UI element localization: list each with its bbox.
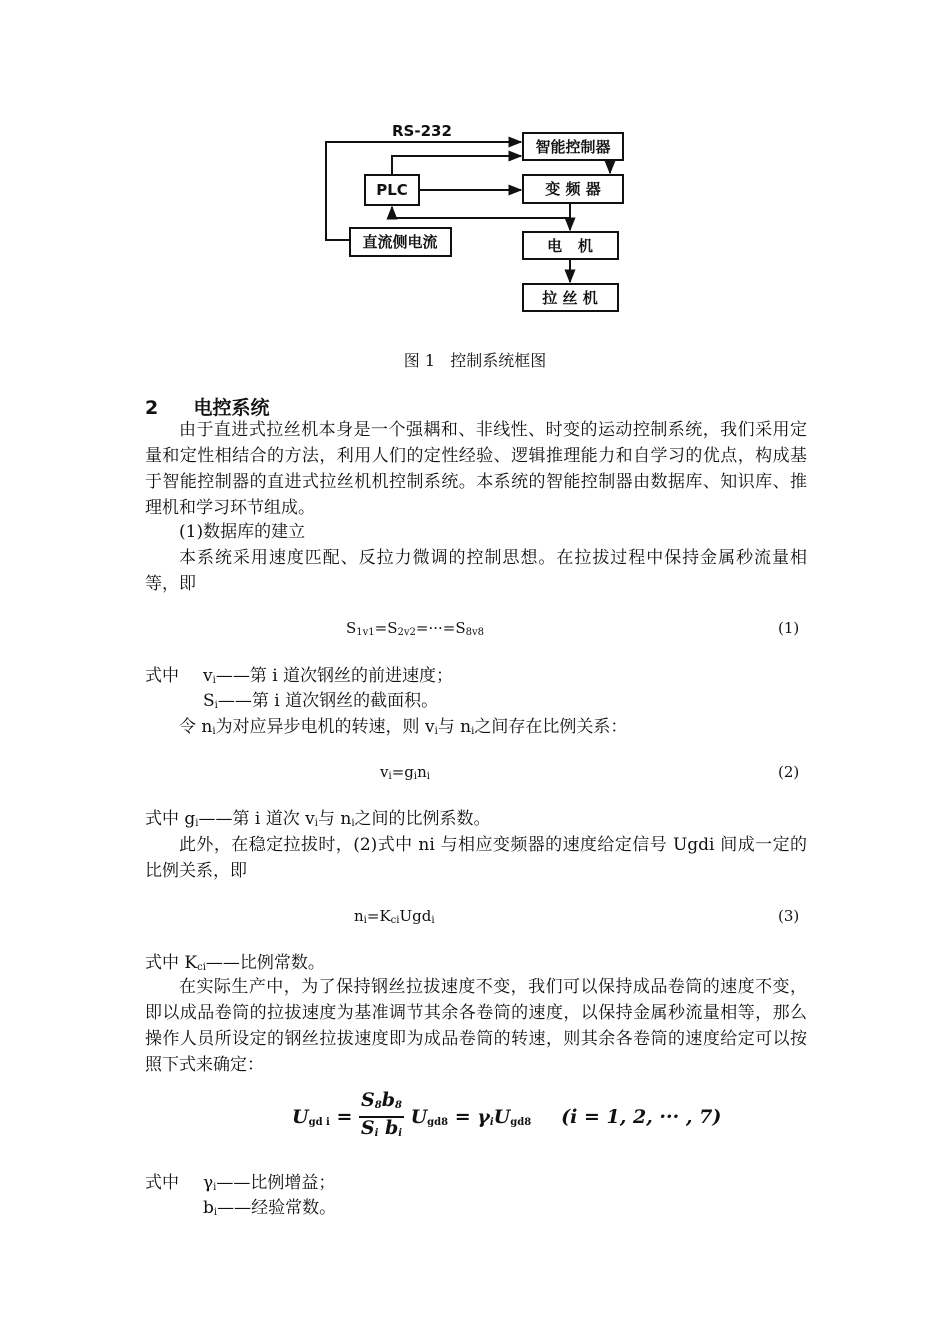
v-description: ——第 i 道次钢丝的前进速度； xyxy=(215,666,454,686)
equation-3: $n_i=K_{ci}Ugd_i$ xyxy=(354,907,435,926)
equation-1-number: (1) xyxy=(778,619,800,637)
section-heading xyxy=(145,393,270,420)
motor-label: 电 机 xyxy=(547,237,593,255)
where-gamma-definition: $\gamma_i——$比例增益； xyxy=(203,1173,336,1193)
equation-3-number: (3) xyxy=(778,907,800,925)
drawing-machine-label: 拉 丝 机 xyxy=(542,289,598,307)
equation-2: $v_i=g_in_i$ xyxy=(380,763,430,782)
where-g-definition: 式中 $g_i——$第 i 道次 $v_i$与 $n_i$之间的比例系数。 xyxy=(145,809,491,829)
where-prefix-1: 式中 xyxy=(145,666,179,686)
dc-current-label: 直流侧电流 xyxy=(362,233,438,251)
where-v-definition: $v_i——$第 i 道次钢丝的前进速度； xyxy=(203,666,454,686)
section-number: 2 xyxy=(145,397,159,419)
plc-to-controller-arrow xyxy=(392,156,521,175)
where-k-definition: 式中 $K_{ci}——$比例常数。 xyxy=(145,953,325,973)
s-description: ——第 i 道次钢丝的截面积。 xyxy=(217,691,439,711)
where-s-definition: $S_i——$第 i 道次钢丝的截面积。 xyxy=(203,691,439,711)
rs232-label: RS-232 xyxy=(392,122,452,140)
smart-controller-label: 智能控制器 xyxy=(535,138,611,156)
equation-1: $S_{1v1}=S_{2v2}=\cdot\cdot\cdot=S_{8v8}$ xyxy=(346,619,484,638)
inverter-label: 变 频 器 xyxy=(545,180,601,198)
paragraph-production: 在实际生产中，为了保持钢丝拉拔速度不变，我们可以保持成品卷筒的速度不变，即以成品卷筒的拉拔速度为基准调节其余各卷筒的速度，以保持金属秒流量相等，那么操作人员所设定的钢丝拉拔速度即为成品卷筒的转速，则其余各卷筒的速度给定可以按照下式来确定： xyxy=(145,977,807,1075)
where-prefix-4: 式中 xyxy=(145,1173,179,1193)
paragraph-intro: 由于直进式拉丝机本身是一个强耦和、非线性、时变的运动控制系统，我们采用定量和定性相结合的方法，利用人们的定性经验、逻辑推理能力和自学习的优点，构成基于智能控制器的直进式拉丝机机控制系统。本系统的智能控制器由数据库、知识库、推理机和学习环节组成。 xyxy=(145,420,807,518)
gamma-description: ——比例增益； xyxy=(216,1173,336,1193)
inverter-to-plc-feedback-arrow xyxy=(392,207,570,218)
equation-4: $U_{gd i}$ = $\frac{S_8b_8}{S_i b_i}$ $U_{gd8} = \gamma_iU_{gd8}$ (i = 1, 2, ··· , 7) xyxy=(292,1089,722,1139)
b-description: ——经验常数。 xyxy=(217,1198,337,1218)
paragraph-rotation-speed: 令 $n_i$为对应异步电机的转速，则 $v_i$与 $n_i$之间存在比例关系： xyxy=(179,717,628,737)
figure-caption: 图 1 控制系统框图 xyxy=(403,351,547,370)
plc-label: PLC xyxy=(376,181,408,199)
paragraph-proportional: 此外，在稳定拉拔时，(2)式中 ni 与相应变频器的速度给定信号 Ugdi 间成一定的比例关系，即 xyxy=(145,835,807,881)
subheading-database: (1)数据库的建立 xyxy=(179,522,306,542)
where-b-definition: $b_i——$经验常数。 xyxy=(203,1198,337,1218)
section-title: 电控系统 xyxy=(193,397,270,419)
paragraph-speed-matching: 本系统采用速度匹配、反拉力微调的控制思想。在拉拔过程中保持金属秒流量相等，即 xyxy=(145,548,807,594)
equation-2-number: (2) xyxy=(778,763,800,781)
equation-4-range: (i = 1, 2, ··· , 7) xyxy=(561,1106,722,1128)
control-system-block-diagram xyxy=(300,112,640,322)
